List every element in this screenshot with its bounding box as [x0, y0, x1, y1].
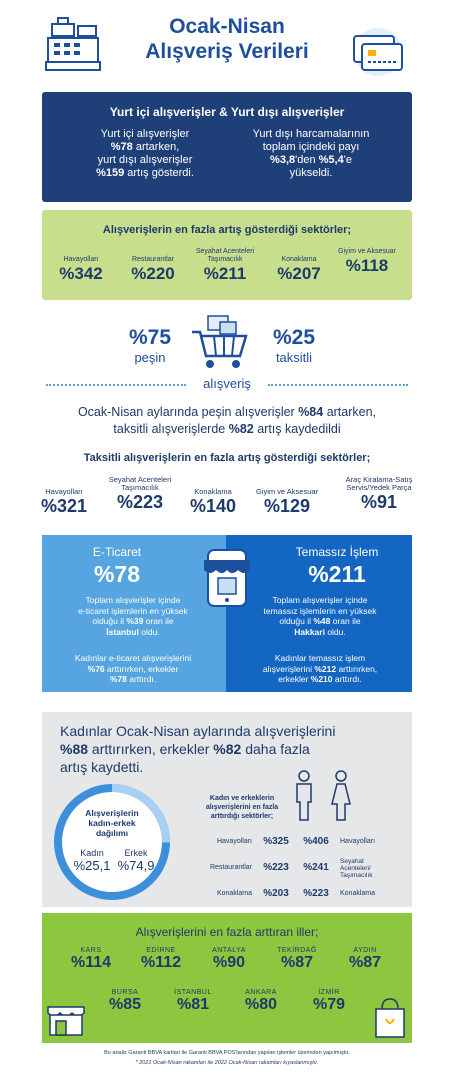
gender-sector-title-line: arttırdığı sektörler; [210, 813, 274, 820]
installment-sector-label: Seyahat Acenteleri Taşımacılık [108, 475, 172, 492]
sector-item [336, 248, 398, 276]
sector-value: %207 [277, 264, 321, 283]
sector-item [188, 248, 262, 284]
ecommerce-line: Kadınlar e-ticaret alışverişlerini [74, 653, 192, 663]
contactless-line: erkekler [278, 674, 311, 684]
city-item [262, 947, 332, 972]
sector-label: Seyahat Acenteleri Taşımacılık [195, 248, 255, 263]
mobile-store-icon [200, 548, 254, 608]
donut-title-line: Alışverişlerin [85, 808, 139, 818]
city-item [294, 989, 364, 1014]
women-share [70, 848, 114, 873]
city-value: %79 [312, 996, 346, 1013]
ecommerce-men: %78 [109, 674, 127, 684]
women-sector-label: Havayolları [216, 838, 252, 845]
contactless-line: Kadınlar temassız işlem [274, 653, 366, 663]
city-name: İSTANBUL [174, 989, 212, 996]
men-share [114, 848, 158, 873]
sector-value: %211 [203, 264, 247, 283]
gender-box [42, 712, 412, 907]
city-name: ANTALYA [212, 947, 246, 954]
women-value: %25,1 [73, 858, 111, 873]
foreign-share-new: %5,4 [318, 154, 344, 166]
contactless-line: arttırdı. [332, 674, 362, 684]
footer-note: * 2021 Ocak-Nisan rakamları ile 2022 Ocak-Nisan rakamları kıyaslanmıştır. [135, 1060, 319, 1066]
shopping-bag-icon [368, 995, 408, 1039]
donut-title [62, 808, 162, 838]
ecommerce-city: İstanbul [106, 626, 139, 637]
sector-label: Havayolları [63, 256, 99, 263]
installment-value: %25 [272, 326, 316, 349]
city-value: %114 [70, 954, 112, 971]
installment-sector-item [328, 476, 430, 513]
domestic-foreign-box [42, 92, 412, 202]
cash-label: peşin [134, 350, 166, 365]
ecommerce-line: e-ticaret işlemlerin en yüksek [78, 605, 188, 616]
installment-sector-item [248, 488, 326, 517]
city-name: TEKİRDAĞ [277, 947, 317, 954]
installment-sector-label: Havayolları [45, 487, 83, 496]
contactless-women: %212 [314, 663, 337, 674]
men-sector-value: %223 [303, 888, 329, 899]
sectors-box [42, 210, 412, 300]
cash-share [118, 326, 182, 365]
gender-sector-row [192, 834, 408, 858]
contactless-line: alışverişlerini [262, 663, 315, 674]
contactless-line: Toplam alışverişler içinde [272, 595, 368, 605]
foreign-value: %159 [96, 167, 125, 179]
sector-label: Giyim ve Aksesuar [338, 248, 396, 255]
men-increase: %82 [213, 741, 242, 757]
payment-summary [0, 404, 454, 438]
men-sector-label: Konaklama [340, 890, 376, 897]
installment-sector-label: Giyim ve Aksesuar [255, 487, 319, 496]
domestic-value: %78 [110, 141, 133, 153]
contactless-value: %211 [308, 561, 366, 587]
shopping-cart-icon [190, 314, 250, 370]
city-value: %81 [176, 996, 210, 1013]
installment-sector-label: Konaklama [194, 487, 232, 496]
domestic-left-line: artış gösterdi. [124, 167, 194, 179]
contactless-line: olduğu il [279, 616, 314, 626]
ecommerce-text-2 [48, 653, 218, 685]
ecommerce-line: arttırırken, erkekler [104, 663, 179, 674]
domestic-right-line: 'den [295, 154, 319, 166]
ecommerce-value: %78 [93, 561, 141, 587]
city-item [226, 989, 296, 1014]
city-item [158, 989, 228, 1014]
sector-value: %118 [345, 256, 389, 275]
ecommerce-line: olduğu il [92, 616, 127, 626]
foreign-share-old: %3,8 [270, 154, 296, 166]
credit-card-icon [346, 26, 410, 78]
store-icon [46, 997, 86, 1037]
sector-item [118, 256, 188, 284]
gender-sector-row [192, 858, 408, 886]
domestic-right-line: yükseldi. [289, 167, 333, 179]
cash-register-icon [44, 16, 102, 72]
women-sector-value: %203 [263, 888, 289, 899]
gender-line: arttırırken, erkekler [88, 741, 214, 757]
man-icon [294, 770, 314, 822]
men-label: Erkek [124, 848, 148, 858]
contactless-line: oldu. [324, 626, 346, 637]
women-sector-label: Konaklama [216, 890, 252, 897]
men-sector-value: %241 [303, 862, 329, 873]
gender-sector-title-line: Kadın ve erkeklerin [209, 795, 275, 802]
sector-label: Konaklama [281, 256, 317, 263]
title-line-2: Alışveriş Verileri [145, 40, 309, 63]
summary-text: taksitli alışverişlerde [113, 422, 229, 436]
domestic-title: Yurt içi alışverişler & Yurt dışı alışverişler [109, 105, 345, 119]
sector-label: Restaurantlar [131, 256, 175, 263]
installment-sector-item [102, 476, 178, 513]
domestic-right-line: Yurt dışı harcamalarının [252, 128, 370, 140]
installment-sector-value: %91 [360, 492, 398, 512]
divider [46, 384, 186, 386]
city-value: %85 [108, 996, 142, 1013]
summary-text: artarken, [323, 405, 377, 419]
installment-share [262, 326, 326, 365]
city-value: %80 [244, 996, 278, 1013]
contactless-line: oran ile [330, 616, 361, 626]
contactless-text-2 [234, 653, 406, 685]
city-name: AYDIN [353, 947, 377, 954]
installment-increase: %82 [228, 422, 254, 436]
ecommerce-city-share: %39 [126, 616, 144, 626]
city-name: ANKARA [245, 989, 277, 996]
cash-value: %75 [128, 326, 172, 349]
domestic-right-text [226, 128, 396, 180]
footer-note: Bu analiz Garanti BBVA kartları ile Garanti BBVA POS'larından yapılan işlemler üzerinden yapılmıştır. [104, 1050, 350, 1056]
city-name: EDİRNE [146, 947, 176, 954]
gender-line: Kadınlar Ocak-Nisan aylarında alışverişlerini [60, 723, 336, 739]
donut-title-line: kadın-erkek [88, 818, 136, 828]
divider [268, 384, 408, 386]
contactless-line: arttırırken, [336, 663, 378, 674]
domestic-right-line: toplam içindeki payı [262, 141, 360, 153]
installment-sector-value: %140 [189, 496, 237, 516]
page-title [110, 14, 344, 64]
contactless-title: Temassız İşlem [295, 545, 379, 559]
sectors-title: Alışverişlerin en fazla artış gösterdiği sektörler; [102, 224, 352, 236]
city-name: KARS [80, 947, 102, 954]
gender-line: daha fazla [241, 741, 310, 757]
domestic-right-line: 'e [343, 154, 352, 166]
gender-donut [50, 780, 174, 904]
summary-text: Ocak-Nisan aylarında peşin alışverişler [77, 405, 299, 419]
domestic-left-line: yurt dışı alışverişler [97, 154, 193, 166]
cities-box [42, 913, 412, 1043]
ecommerce-line: Toplam alışverişler içinde [85, 595, 181, 605]
gender-line: artış kaydetti. [60, 759, 144, 775]
gender-sector-row [192, 886, 408, 910]
women-sector-value: %223 [263, 862, 289, 873]
ecommerce-women: %76 [87, 663, 105, 674]
city-value: %87 [348, 954, 382, 971]
ecommerce-line: arttırdı. [126, 674, 157, 684]
city-item [194, 947, 264, 972]
women-sector-value: %325 [263, 836, 289, 847]
domestic-left-text [60, 128, 230, 180]
title-line-1: Ocak-Nisan [169, 15, 285, 38]
ecommerce-line: oldu. [138, 626, 160, 637]
men-sector-label: Havayolları [340, 838, 376, 845]
gender-sector-title-line: alışverişlerini en fazla [205, 804, 279, 811]
contactless-text-1 [234, 595, 406, 637]
sector-value: %342 [59, 264, 103, 283]
gender-sector-title [182, 794, 302, 821]
installment-sector-label: Araç Kiralama-Satış Servis/Yedek Parça [345, 475, 413, 492]
installment-sector-value: %321 [40, 496, 88, 516]
gender-sector-table [192, 834, 408, 910]
gender-summary [60, 722, 390, 776]
ecommerce-title: E-Ticaret [92, 545, 142, 559]
contactless-city: Hakkari [294, 626, 325, 637]
contactless-line: temassız işlemlerin en yüksek [263, 605, 377, 616]
women-increase: %88 [60, 741, 89, 757]
sector-item [264, 256, 334, 284]
ecommerce-line: oran ile [143, 616, 174, 626]
installment-sectors-title: Taksitli alışverişlerin en fazla artış gösterdiği sektörler; [83, 452, 371, 464]
city-item [126, 947, 196, 972]
sector-value: %220 [131, 264, 175, 283]
city-name: İZMİR [318, 989, 340, 996]
domestic-left-line: Yurt içi alışverişler [100, 128, 190, 140]
city-value: %112 [140, 954, 182, 971]
installment-sector-item [28, 488, 100, 517]
domestic-left-line: artarken, [132, 141, 180, 153]
cities-title: Alışverişlerini en fazla arttıran iller; [135, 925, 319, 939]
men-sector-label: Seyahat Acenteleri/ Taşımacılık [340, 858, 373, 879]
sector-item [46, 256, 116, 284]
cash-increase: %84 [298, 405, 324, 419]
city-value: %87 [280, 954, 314, 971]
city-item [90, 989, 160, 1014]
woman-icon [330, 770, 352, 822]
donut-title-line: dağılımı [95, 828, 129, 838]
installment-sector-value: %223 [116, 492, 164, 512]
city-value: %90 [212, 954, 246, 971]
contactless-city-share: %48 [313, 616, 331, 626]
summary-text: artış kaydedildi [253, 422, 341, 436]
ecommerce-text-1 [48, 595, 218, 637]
shopping-label: alışveriş [203, 376, 251, 391]
women-label: Kadın [80, 848, 104, 858]
men-sector-value: %406 [303, 836, 329, 847]
city-name: BURSA [111, 989, 139, 996]
women-sector-label: Restaurantlar [209, 864, 252, 871]
men-value: %74,9 [117, 858, 155, 873]
ecommerce-panel [42, 535, 226, 692]
installment-sector-value: %129 [263, 496, 311, 516]
city-item [56, 947, 126, 972]
installment-label: taksitli [275, 350, 313, 365]
contactless-men: %210 [310, 674, 333, 684]
installment-sector-item [180, 488, 246, 517]
city-item [330, 947, 400, 972]
